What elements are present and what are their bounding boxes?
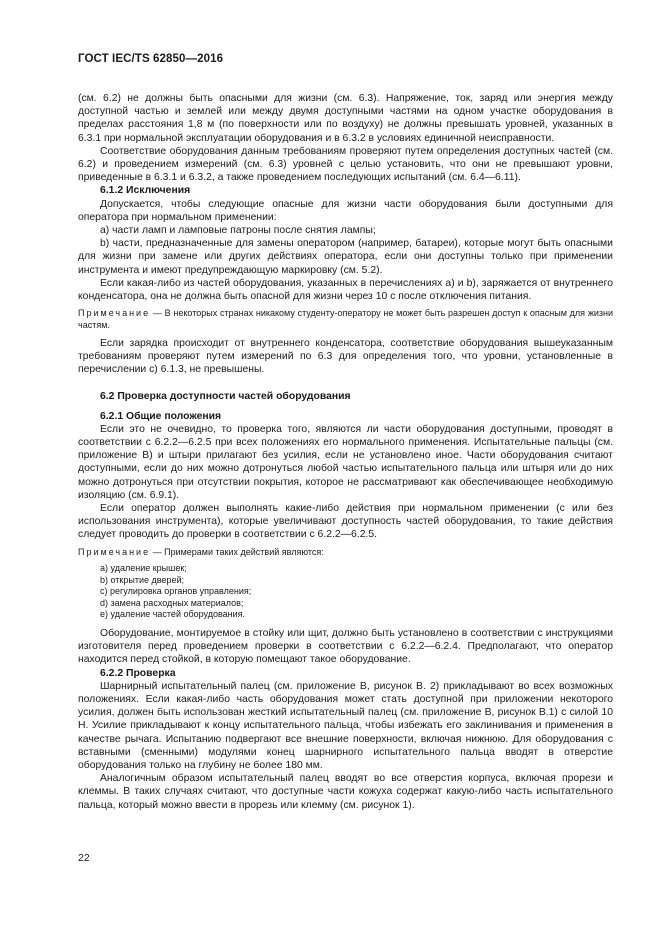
paragraph: Если зарядка происходит от внутреннего конденсатора, соответствие оборудования вышеуказанным требованиям проверяют путем измерений по 6.3 для определения того, что уровни, установленные в перечислении c) 6.1.3, не превышены. (78, 337, 613, 376)
section-heading: 6.1.2 Исключения (100, 185, 191, 197)
paragraph: Соответствие оборудования данным требованиям проверяют путем определения доступных частей (см. 6.2) и проведением измерений (см. 6.3) уровней с целью установить, что они не превышают уровни, приведенные в 6.3.1 и 6.3.2, а также проведением последующих испытаний (см. 6.4—6.11). (78, 145, 613, 184)
paragraph: b) части, предназначенные для замены оператором (например, батареи), которые могут быть опасными для жизни при замене или других действиях оператора, если они доступны только при применении инструмента и имеют предупреждающую маркировку (см. 5.2). (78, 238, 613, 276)
paragraph: Допускается, чтобы следующие опасные для жизни части оборудования были доступными для оператора при нормальном применении: (78, 198, 613, 223)
document-body (78, 92, 613, 812)
note-list-item: a) удаление крышек; (100, 563, 187, 574)
paragraph: (см. 6.2) не должны быть опасными для жизни (см. 6.3). Напряжение, ток, заряд или энергия между доступной частью и землей или между двумя доступными частями на одном участке оборудования в пределах расстояния 1,8 м (по поверхности или по воздуху) не должны превышать уровней, указанных в 6.3.1 при нормальной эксплуатации оборудования и в 6.3.2 в условиях единичной неисправности. (78, 93, 613, 144)
section-heading: 6.2.1 Общие положения (100, 410, 222, 422)
note (78, 308, 613, 332)
note-text: — В некоторых странах никакому студенту-оператору не может быть разрешен доступ к опасным для жизни частям. (78, 308, 613, 331)
section-heading: 6.2.2 Проверка (100, 667, 176, 679)
paragraph: Оборудование, монтируемое в стойку или щит, должно быть установлено в соответствии с инструкциями изготовителя перед проведением проверки в соответствии с 6.2.2—6.2.4. Предполагают, что оператор находится перед стойкой, в которую помещают такое оборудование. (78, 627, 613, 666)
note-list-item: d) замена расходных материалов; (100, 597, 244, 608)
note-list-item: c) регулировка органов управления; (100, 586, 252, 597)
note-label: Примечание (78, 546, 151, 557)
paragraph: Шарнирный испытательный палец (см. приложение B, рисунок B. 2) прикладывают во всех возможных положениях. Если какая-либо часть оборудования может стать доступной при приложении некоторого усилия, должен быть использован жесткий испытательный палец (см. приложение B, рисунок B.1) с силой 10 Н. Усилие прикладывают к концу испытательного пальца, чтобы избежать его заклинивания и применения в качестве рычага. Испытанию подвергают все внешние поверхности, включая нижнюю. Для оборудования с вставными (сменными) модулями конец шарнирного испытательного пальца вводят в отверстие оборудования только на глубину не более 180 мм. (78, 680, 613, 772)
note-list-item: b) открытие дверей; (100, 574, 184, 585)
document-header: ГОСТ IEC/TS 62850—2016 (78, 53, 224, 65)
section-heading: 6.2 Проверка доступности частей оборудования (100, 391, 351, 403)
note-list-item: e) удаление частей оборудования. (100, 609, 246, 620)
paragraph: Если это не очевидно, то проверка того, являются ли части оборудования доступными, проводят в соответствии с 6.2.2—6.2.5 при всех положениях его нормального применения. Испытательные пальцы (см. приложение B) и штыри прилагают без усилия, если не установлено иное. Части оборудования считают доступными, если до них можно дотронуться любой частью испытательного пальца или штыря или до них можно дотронуться при отсутствии покрытия, которое не рассматривают как обеспечивающее необходимую изоляцию (см. 6.9.1). (78, 423, 613, 501)
page-number: 22 (78, 852, 90, 864)
note-text: — Примерами таких действий являются: (150, 546, 324, 557)
note-label: Примечание (78, 308, 151, 319)
paragraph: a) части ламп и ламповые патроны после снятия лампы; (100, 225, 376, 237)
paragraph: Аналогичным образом испытательный палец вводят во все отверстия корпуса, включая прорези и клеммы. В таких случаях считают, что доступные части кожуха содержат какую-либо часть испытательного пальца, который можно ввести в прорезь или клемму (см. рисунок 1). (78, 773, 613, 811)
note (78, 547, 613, 559)
paragraph: Если оператор должен выполнять какие-либо действия при нормальном применении (с или без использования инструмента), которые увеличивают доступность частей оборудования, то такие действия следует проводить до проверки в соответствии с 6.2.2—6.2.5. (78, 503, 613, 541)
paragraph: Если какая-либо из частей оборудования, указанных в перечислениях a) и b), заряжается от внутреннего конденсатора, она не должна быть опасной для жизни через 10 с после отключения питания. (78, 277, 613, 303)
